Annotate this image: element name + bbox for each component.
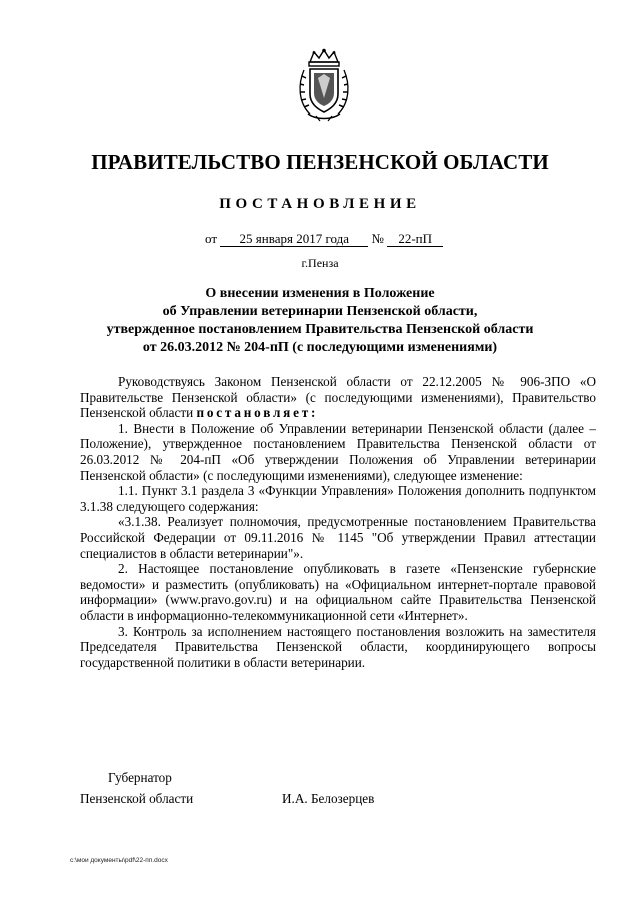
subject-line: О внесении изменения в Положение [205, 286, 435, 301]
subject-line: об Управлении ветеринарии Пензенской области, [162, 304, 478, 319]
subject-line: утвержденное постановлением Правительства Пензенской области [106, 322, 534, 337]
document-number: 22-пП [387, 231, 443, 247]
city: г.Пенза [301, 256, 339, 270]
signatory-position-line2: Пензенской области [80, 791, 194, 806]
document-body [80, 374, 596, 670]
document-date: 25 января 2017 года [220, 231, 368, 247]
paragraph-1-1: 1.1. Пункт 3.1 раздела 3 «Функции Управления» Положения дополнить подпунктом 3.1.38 следующего содержания: [80, 483, 596, 514]
resolves-word: постановляет: [196, 405, 319, 421]
intro-text: Руководствуясь Законом Пензенской области от 22.12.2005 № 906-ЗПО «О Правительстве Пензенской области» (с последующими изменениями), Правительство Пензенской области [80, 374, 596, 421]
signatory-position-line1: Губернатор [108, 770, 172, 785]
document-type: ПОСТАНОВЛЕНИЕ [219, 196, 421, 212]
paragraph-3: 3. Контроль за исполнением настоящего постановления возложить на заместителя Председателя Правительства Пензенской области, координирующего вопросы государственной политики в области ветеринарии. [80, 623, 596, 670]
document-subject [70, 285, 570, 357]
number-sign: № [371, 231, 384, 246]
intro-paragraph [80, 374, 596, 421]
paragraph-2: 2. Настоящее постановление опубликовать в газете «Пензенские губернские ведомости» и разместить (опубликовать) на «Официальном интернет-портале правовой информации» (www.pravo.gov.ru) и на официальном сайте Правительства Пензенской области в информационно-телекоммуникационной сети «Интернет». [80, 561, 596, 623]
paragraph-1-1-text: «3.1.38. Реализует полномочия, предусмотренные постановлением Правительства Российской Федерации от 09.11.2016 № 1145 "Об утверждении Правил аттестации специалистов в области ветеринарии"». [80, 514, 596, 561]
penza-coat-of-arms-icon [296, 48, 352, 122]
government-title: ПРАВИТЕЛЬСТВО ПЕНЗЕНСКОЙ ОБЛАСТИ [91, 150, 549, 174]
date-number-line [205, 231, 443, 247]
subject-line: от 26.03.2012 № 204-пП (с последующими изменениями) [142, 340, 498, 355]
signatory-name: И.А. Белозерцев [282, 791, 375, 806]
file-path-footer: c:\мои документы\pdf\22-пп.docx [70, 857, 168, 864]
paragraph-1: 1. Внести в Положение об Управлении ветеринарии Пензенской области (далее – Положение), утвержденное постановлением Правительства Пензенской области от 26.03.2012 № 204-пП «Об утверждении Положения об Управлении ветеринарии Пензенской области» (с последующими изменениями), следующее изменение: [80, 420, 596, 483]
date-prefix: от [205, 231, 218, 246]
